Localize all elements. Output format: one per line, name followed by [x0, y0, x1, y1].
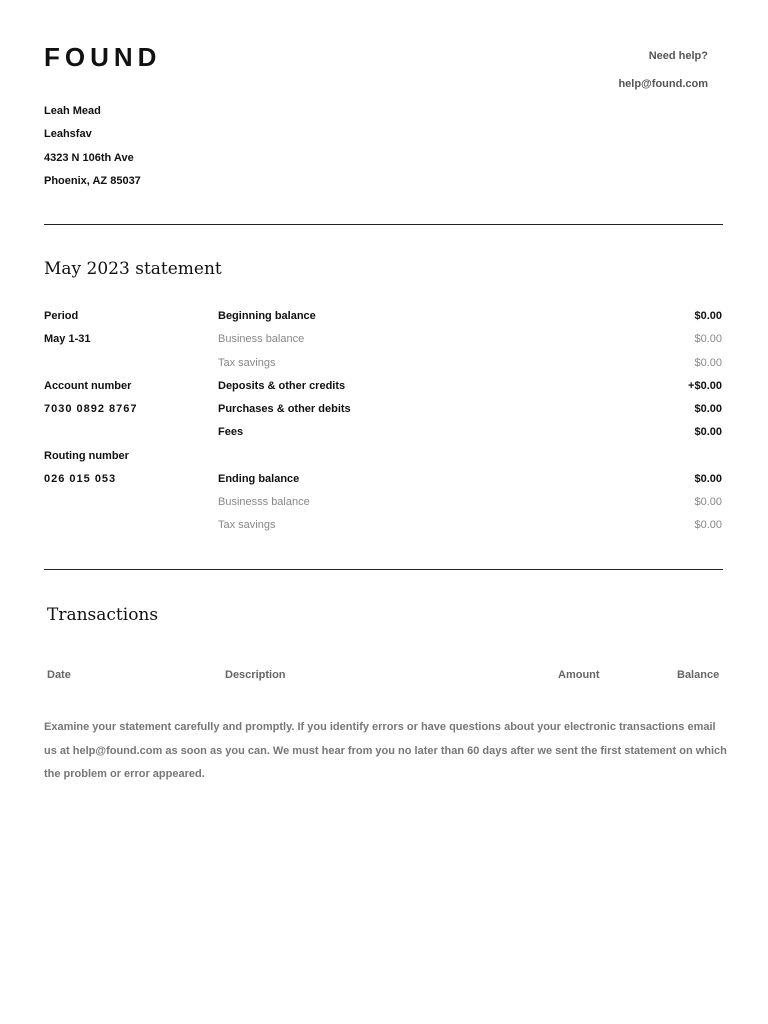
statement-title: May 2023 statement: [44, 259, 222, 279]
beginning-balance-label: Beginning balance: [218, 310, 316, 322]
begin-tax-savings-label: Tax savings: [218, 357, 276, 369]
period-label: Period: [44, 310, 79, 322]
brand-logo: FOUND: [44, 42, 162, 72]
account-number-value: 7030 0892 8767: [44, 403, 138, 415]
ending-balance-value: $0.00: [694, 473, 722, 485]
routing-number-label: Routing number: [44, 450, 129, 462]
purchases-label: Purchases & other debits: [218, 403, 351, 415]
customer-city: Phoenix, AZ 85037: [44, 175, 141, 187]
period-value: May 1-31: [44, 333, 91, 345]
customer-street: 4323 N 106th Ave: [44, 152, 134, 164]
beginning-balance-value: $0.00: [694, 310, 722, 322]
column-header-amount: Amount: [558, 669, 600, 681]
end-tax-savings-label: Tax savings: [218, 519, 276, 531]
fees-label: Fees: [218, 426, 244, 438]
fees-value: $0.00: [694, 426, 722, 438]
customer-business: Leahsfav: [44, 128, 92, 140]
end-business-balance-value: $0.00: [694, 496, 722, 508]
help-email-link[interactable]: help@found.com: [618, 78, 708, 90]
help-title: Need help?: [648, 50, 708, 62]
deposits-label: Deposits & other credits: [218, 380, 346, 392]
transactions-title: Transactions: [47, 605, 159, 625]
begin-business-balance-label: Business balance: [218, 333, 305, 345]
ending-balance-label: Ending balance: [218, 473, 300, 485]
disclaimer-text: Examine your statement carefully and promptly. If you identify errors or have questions about your electronic transactions email us at help@found.com as soon as you can. We must hear from you no later than 60 days after we sent the first statement on which the problem or error appeared.: [44, 721, 727, 780]
begin-tax-savings-value: $0.00: [694, 357, 722, 369]
column-header-balance: Balance: [677, 669, 720, 681]
purchases-value: $0.00: [694, 403, 722, 415]
end-business-balance-label: Businesss balance: [218, 496, 310, 508]
column-header-description: Description: [225, 669, 286, 681]
end-tax-savings-value: $0.00: [694, 519, 722, 531]
column-header-date: Date: [47, 669, 71, 681]
divider-middle: [44, 569, 723, 570]
divider-top: [44, 224, 723, 225]
deposits-value: +$0.00: [688, 380, 722, 392]
customer-name: Leah Mead: [44, 105, 101, 117]
routing-number-value: 026 015 053: [44, 473, 117, 485]
account-number-label: Account number: [44, 380, 132, 392]
begin-business-balance-value: $0.00: [694, 333, 722, 345]
